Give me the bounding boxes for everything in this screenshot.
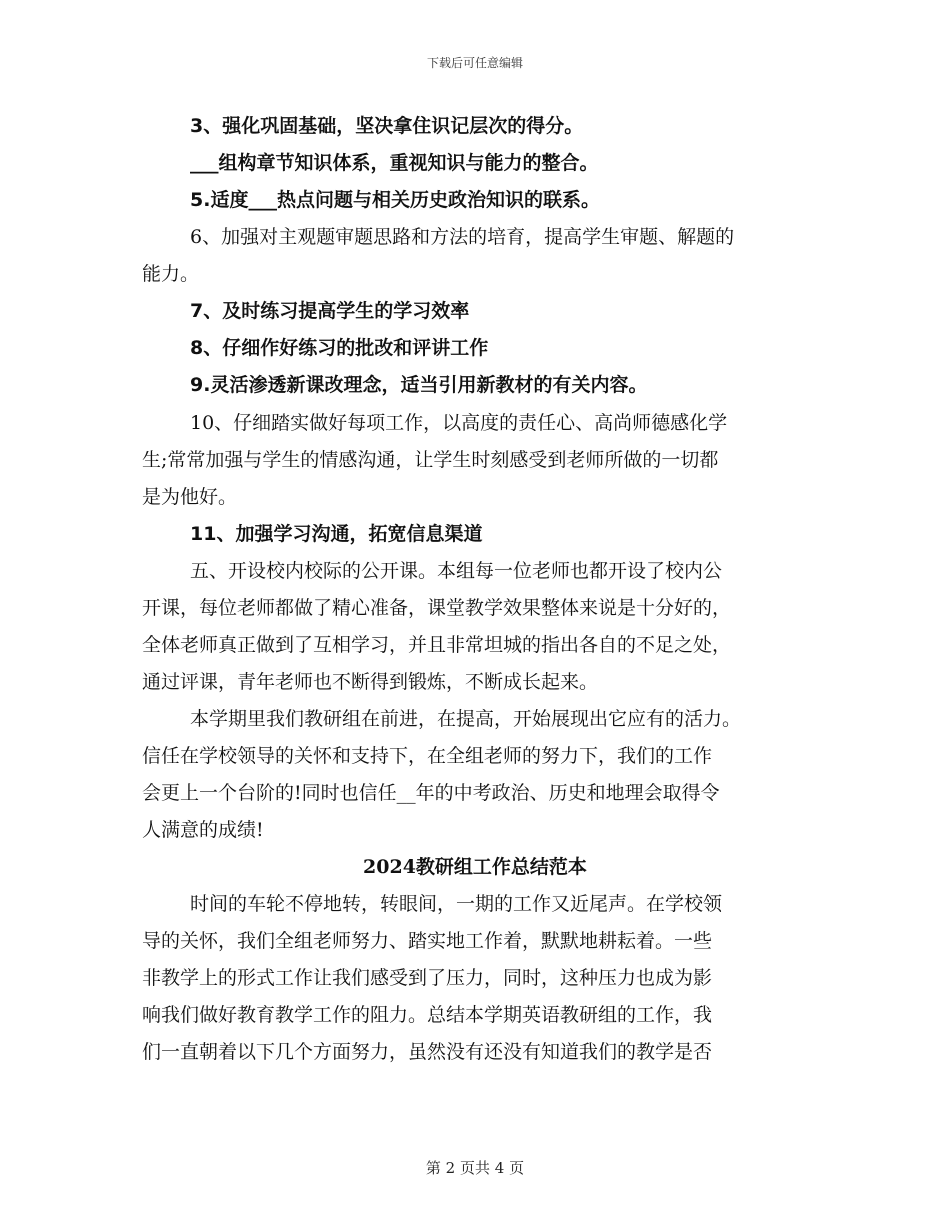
paragraph-line: 五、开设校内校际的公开课。本组每一位老师也都开设了校内公 <box>190 560 723 582</box>
paragraph-line: 非教学上的形式工作让我们感受到了压力，同时，这种压力也成为影 <box>142 967 713 989</box>
paragraph-line: 导的关怀，我们全组老师努力、踏实地工作着，默默地耕耘着。一些 <box>142 930 713 952</box>
paragraph-line: 能力。 <box>142 263 200 285</box>
paragraph-line: 生;常常加强与学生的情感沟通，让学生时刻感受到老师所做的一切都 <box>142 449 719 471</box>
paragraph-line: 响我们做好教育教学工作的阻力。总结本学期英语教研组的工作，我 <box>142 1004 713 1026</box>
paragraph-line: 是为他好。 <box>142 486 238 508</box>
paragraph-line: 时间的车轮不停地转，转眼间，一期的工作又近尾声。在学校领 <box>190 893 723 915</box>
page-header: 下载后可任意编辑 <box>426 56 523 70</box>
page-number: 第 2 页共 4 页 <box>425 1159 525 1177</box>
paragraph-line: 人满意的成绩! <box>142 819 264 841</box>
list-item: 5.适度___热点问题与相关历史政治知识的联系。 <box>190 189 600 211</box>
paragraph-line: 们一直朝着以下几个方面努力，虽然没有还没有知道我们的教学是否 <box>142 1041 713 1063</box>
paragraph-line: 通过评课，青年老师也不断得到锻炼，不断成长起来。 <box>142 671 599 693</box>
list-item: 9.灵活渗透新课改理念，适当引用新教材的有关内容。 <box>190 374 648 396</box>
list-item: 8、仔细作好练习的批改和评讲工作 <box>190 337 489 359</box>
paragraph-line: 开课，每位老师都做了精心准备，课堂教学效果整体来说是十分好的， <box>142 597 732 619</box>
list-item: 11、加强学习沟通，拓宽信息渠道 <box>190 523 483 545</box>
section-title: 2024教研组工作总结范本 <box>363 856 587 878</box>
list-item: ___组构章节知识体系，重视知识与能力的整合。 <box>190 152 599 174</box>
paragraph-line: 10、仔细踏实做好每项工作，以高度的责任心、高尚师德感化学 <box>190 412 728 434</box>
paragraph-line: 会更上一个台阶的!同时也信任__年的中考政治、历史和地理会取得令 <box>142 782 720 804</box>
list-item: 3、强化巩固基础，坚决拿住识记层次的得分。 <box>190 115 584 137</box>
list-item: 7、及时练习提高学生的学习效率 <box>190 300 470 322</box>
paragraph-line: 6、加强对主观题审题思路和方法的培育，提高学生审题、解题的 <box>190 226 735 248</box>
paragraph-line: 全体老师真正做到了互相学习，并且非常坦城的指出各自的不足之处， <box>142 634 732 656</box>
paragraph-line: 本学期里我们教研组在前进，在提高，开始展现出它应有的活力。 <box>190 708 742 730</box>
paragraph-line: 信任在学校领导的关怀和支持下，在全组老师的努力下，我们的工作 <box>142 745 713 767</box>
